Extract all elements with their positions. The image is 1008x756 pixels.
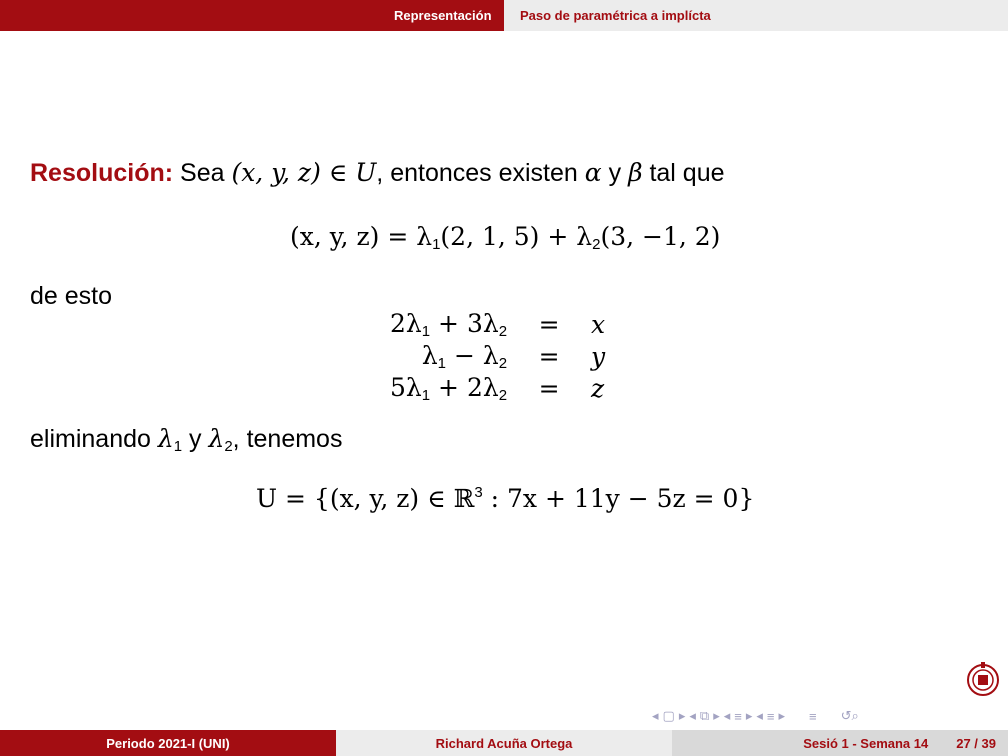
lhs-term: λ	[421, 340, 438, 370]
text: eliminando	[30, 425, 158, 453]
superscript: 3	[474, 484, 483, 501]
lhs-term: + 3λ	[430, 308, 499, 338]
system-lhs	[390, 308, 529, 340]
equation-part: (3, −1, 2)	[600, 222, 721, 251]
linear-system	[390, 308, 605, 404]
equation-part: : 7x + 11y − 5z = 0}	[482, 484, 755, 513]
subscript: 2	[224, 438, 233, 455]
alpha-symbol: α	[584, 158, 602, 187]
system-rhs: x	[591, 309, 606, 339]
equation-part: (2, 1, 5) + λ	[440, 222, 593, 251]
beta-symbol: β	[628, 158, 643, 187]
subsection-icon[interactable]: ⧉	[699, 708, 710, 723]
elimination-line	[30, 424, 342, 455]
equation-part: U = {(x, y, z) ∈ ℝ	[256, 484, 475, 513]
system-row	[390, 340, 605, 372]
university-seal-icon	[966, 660, 1000, 700]
section-icon[interactable]: ≡	[766, 708, 775, 724]
nav-right-arrow-icon[interactable]: ▸	[713, 708, 720, 723]
tab-section[interactable]: Representación	[394, 8, 492, 23]
subscript: 2	[498, 386, 508, 404]
equals-sign: =	[538, 309, 560, 339]
subscript: 1	[432, 236, 441, 253]
lhs-term: 5λ	[390, 372, 422, 402]
text: tal que	[642, 159, 725, 187]
implicit-set-equation	[256, 484, 754, 514]
parametric-equation	[290, 222, 720, 253]
subscript: 2	[498, 322, 508, 340]
lambda-symbol: λ	[157, 424, 174, 453]
nav-left-arrow-icon[interactable]: ◂	[723, 708, 731, 723]
math-tuple-in-U: (x, y, z) ∈ U	[231, 158, 377, 187]
nav-right-arrow-icon[interactable]: ▸	[745, 708, 753, 723]
de-esto-text: de esto	[30, 282, 113, 310]
subscript: 1	[421, 386, 431, 404]
lhs-term: − λ	[446, 340, 499, 370]
lhs-term: + 2λ	[430, 372, 499, 402]
nav-left-arrow-icon[interactable]: ◂	[689, 708, 696, 723]
footer-period: Periodo 2021-I (UNI)	[0, 730, 336, 756]
system-rhs: z	[591, 373, 605, 403]
text: Sea	[173, 159, 232, 187]
subscript: 1	[421, 322, 431, 340]
top-navigation-bar	[0, 0, 1008, 31]
lhs-term: 2λ	[390, 308, 422, 338]
system-lhs	[390, 372, 529, 404]
subscript: 1	[437, 354, 447, 372]
system-row	[390, 372, 605, 404]
nav-right-arrow-icon[interactable]: ▸	[678, 708, 686, 723]
equation-part: (x, y, z) = λ	[290, 222, 433, 251]
equals-sign: =	[538, 373, 560, 403]
footer-session	[672, 730, 1008, 756]
system-rhs: y	[591, 341, 606, 371]
text: y	[601, 159, 629, 187]
nav-left-arrow-icon[interactable]: ◂	[756, 708, 763, 723]
frame-icon[interactable]: ▢	[662, 708, 675, 723]
lambda-symbol: λ	[208, 424, 225, 453]
footer-page-number: 27 / 39	[956, 735, 996, 751]
nav-right-arrow-icon[interactable]: ▸	[778, 708, 786, 723]
beamer-navigation-symbols	[652, 706, 859, 726]
equals-sign: =	[538, 341, 560, 371]
resolution-line	[30, 158, 725, 188]
system-row	[390, 308, 605, 340]
align-icon[interactable]: ≡	[809, 708, 817, 724]
tab-subsection-active[interactable]: Paso de paramétrica a implícta	[504, 0, 1008, 31]
search-icon[interactable]: ↺⌕	[840, 708, 859, 723]
resolution-label: Resolución:	[30, 159, 174, 187]
section-icon[interactable]: ≡	[734, 708, 742, 724]
text: , entonces existen	[376, 159, 585, 187]
footer-bar	[0, 730, 1008, 756]
text: , tenemos	[232, 425, 343, 453]
text: y	[182, 425, 209, 453]
subscript: 2	[498, 354, 508, 372]
nav-left-arrow-icon[interactable]: ◂	[652, 708, 659, 723]
footer-session-label: Sesió 1 - Semana 14	[803, 735, 929, 751]
subscript: 1	[173, 438, 183, 455]
subscript: 2	[592, 236, 601, 253]
system-lhs	[390, 340, 529, 372]
footer-author: Richard Acuña Ortega	[336, 730, 672, 756]
